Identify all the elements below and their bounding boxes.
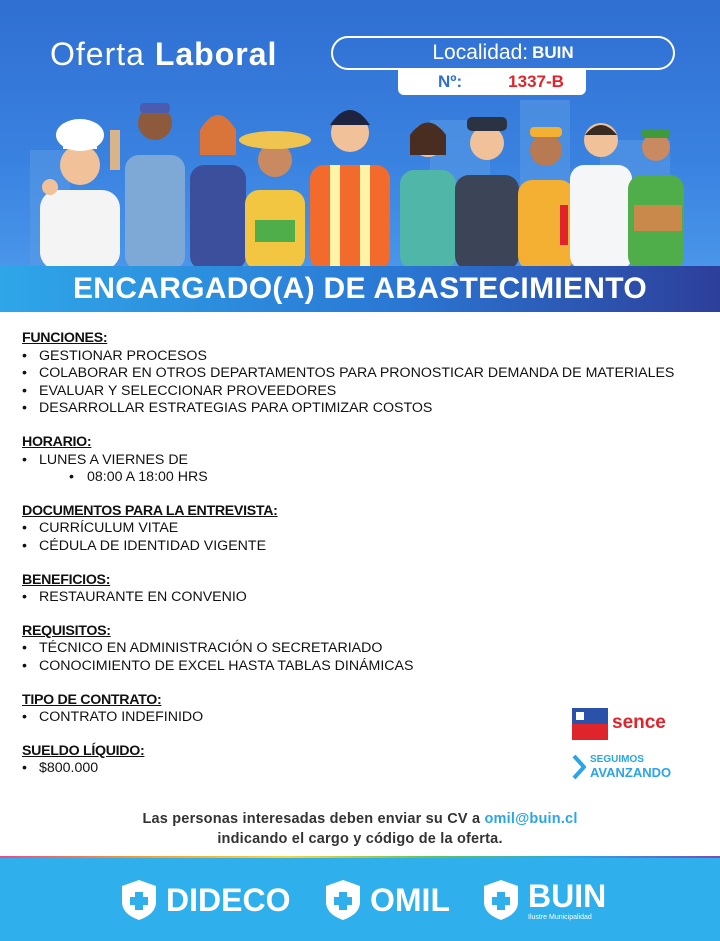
list-item: • RESTAURANTE EN CONVENIO (22, 589, 712, 607)
workers-illustration (30, 95, 690, 268)
shield-icon (480, 880, 522, 920)
list-sub-item: • 08:00 A 18:00 HRS (22, 469, 712, 487)
buin-text: BUIN (528, 877, 607, 914)
job-title-bar (0, 266, 720, 312)
dideco-text: DIDECO (166, 881, 291, 918)
email-link[interactable]: omil@buin.cl (484, 811, 578, 827)
list-item: • CURRÍCULUM VITAE (22, 520, 712, 538)
title-bold: Laboral (154, 36, 278, 72)
list-item: • GESTIONAR PROCESOS (22, 348, 712, 366)
documentos-heading: DOCUMENTOS PARA LA ENTREVISTA: (22, 502, 278, 519)
avanzando-text: AVANZANDO (590, 765, 672, 780)
government-logo-icon (572, 708, 608, 740)
offer-number-value: 1337-B (508, 72, 564, 91)
nurse-figure (400, 123, 456, 269)
funciones-heading: FUNCIONES: (22, 330, 108, 346)
shield-icon (118, 880, 160, 920)
delivery-figure (518, 127, 574, 268)
farmer-figure (239, 131, 311, 268)
buin-brand (480, 877, 610, 921)
list-item: • DESARROLLAR ESTRATEGIAS PARA OPTIMIZAR COSTOS (22, 400, 712, 418)
list-item: • $800.000 (22, 760, 712, 778)
sence-logo-text: sence (612, 712, 666, 733)
office-woman-figure (190, 115, 246, 268)
painter-figure (110, 103, 185, 268)
documentos-list (22, 520, 712, 555)
contrato-heading: TIPO DE CONTRATO: (22, 691, 162, 708)
seguimos-text: SEGUIMOS (590, 754, 644, 765)
locality-label: Localidad: (432, 41, 529, 64)
footer-instructions (0, 809, 720, 849)
requisitos-list (22, 640, 712, 675)
sueldo-heading: SUELDO LÍQUIDO: (22, 742, 145, 759)
horario-heading: HORARIO: (22, 433, 92, 450)
offer-number-box (398, 69, 586, 95)
footer-line-1 (0, 809, 720, 829)
locality-value: BUIN (532, 43, 574, 62)
shield-icon (322, 880, 364, 920)
offer-number-label: Nº: (438, 72, 463, 91)
footer-line-2: indicando el cargo y código de la oferta. (217, 831, 503, 847)
list-item: • EVALUAR Y SELECCIONAR PROVEEDORES (22, 383, 712, 401)
title-light: Oferta (50, 36, 145, 72)
beneficios-list (22, 589, 712, 607)
job-title: ENCARGADO(A) DE ABASTECIMIENTO (72, 272, 647, 305)
construction-worker-figure (310, 110, 390, 268)
header-banner (0, 0, 720, 268)
beneficios-heading: BENEFICIOS: (22, 571, 111, 588)
bottom-brand-bar (0, 858, 720, 941)
locality-box (331, 36, 675, 70)
omil-text: OMIL (370, 881, 450, 918)
list-item: • CÉDULA DE IDENTIDAD VIGENTE (22, 538, 712, 556)
police-figure (455, 117, 519, 268)
funciones-list (22, 348, 712, 418)
list-item: • CONTRATO INDEFINIDO (22, 709, 712, 727)
omil-brand (322, 880, 450, 920)
list-item: • TÉCNICO EN ADMINISTRACIÓN O SECRETARIADO (22, 640, 712, 658)
doctor-figure (570, 123, 632, 268)
page-title (50, 36, 277, 73)
chevron-right-icon (572, 754, 586, 780)
sence-logo-block (570, 706, 680, 786)
list-item: • LUNES A VIERNES DE (22, 452, 712, 470)
grocer-figure (628, 129, 684, 268)
requisitos-heading: REQUISITOS: (22, 622, 111, 639)
list-item: • CONOCIMIENTO DE EXCEL HASTA TABLAS DINÁMICAS (22, 658, 712, 676)
list-item: • COLABORAR EN OTROS DEPARTAMENTOS PARA PRONOSTICAR DEMANDA DE MATERIALES (22, 365, 712, 383)
dideco-brand (118, 880, 290, 920)
chef-figure (40, 119, 120, 268)
horario-list (22, 452, 712, 487)
buin-subtitle: Ilustre Municipalidad (528, 914, 592, 921)
footer-prefix: Las personas interesadas deben enviar su CV a (142, 811, 485, 827)
